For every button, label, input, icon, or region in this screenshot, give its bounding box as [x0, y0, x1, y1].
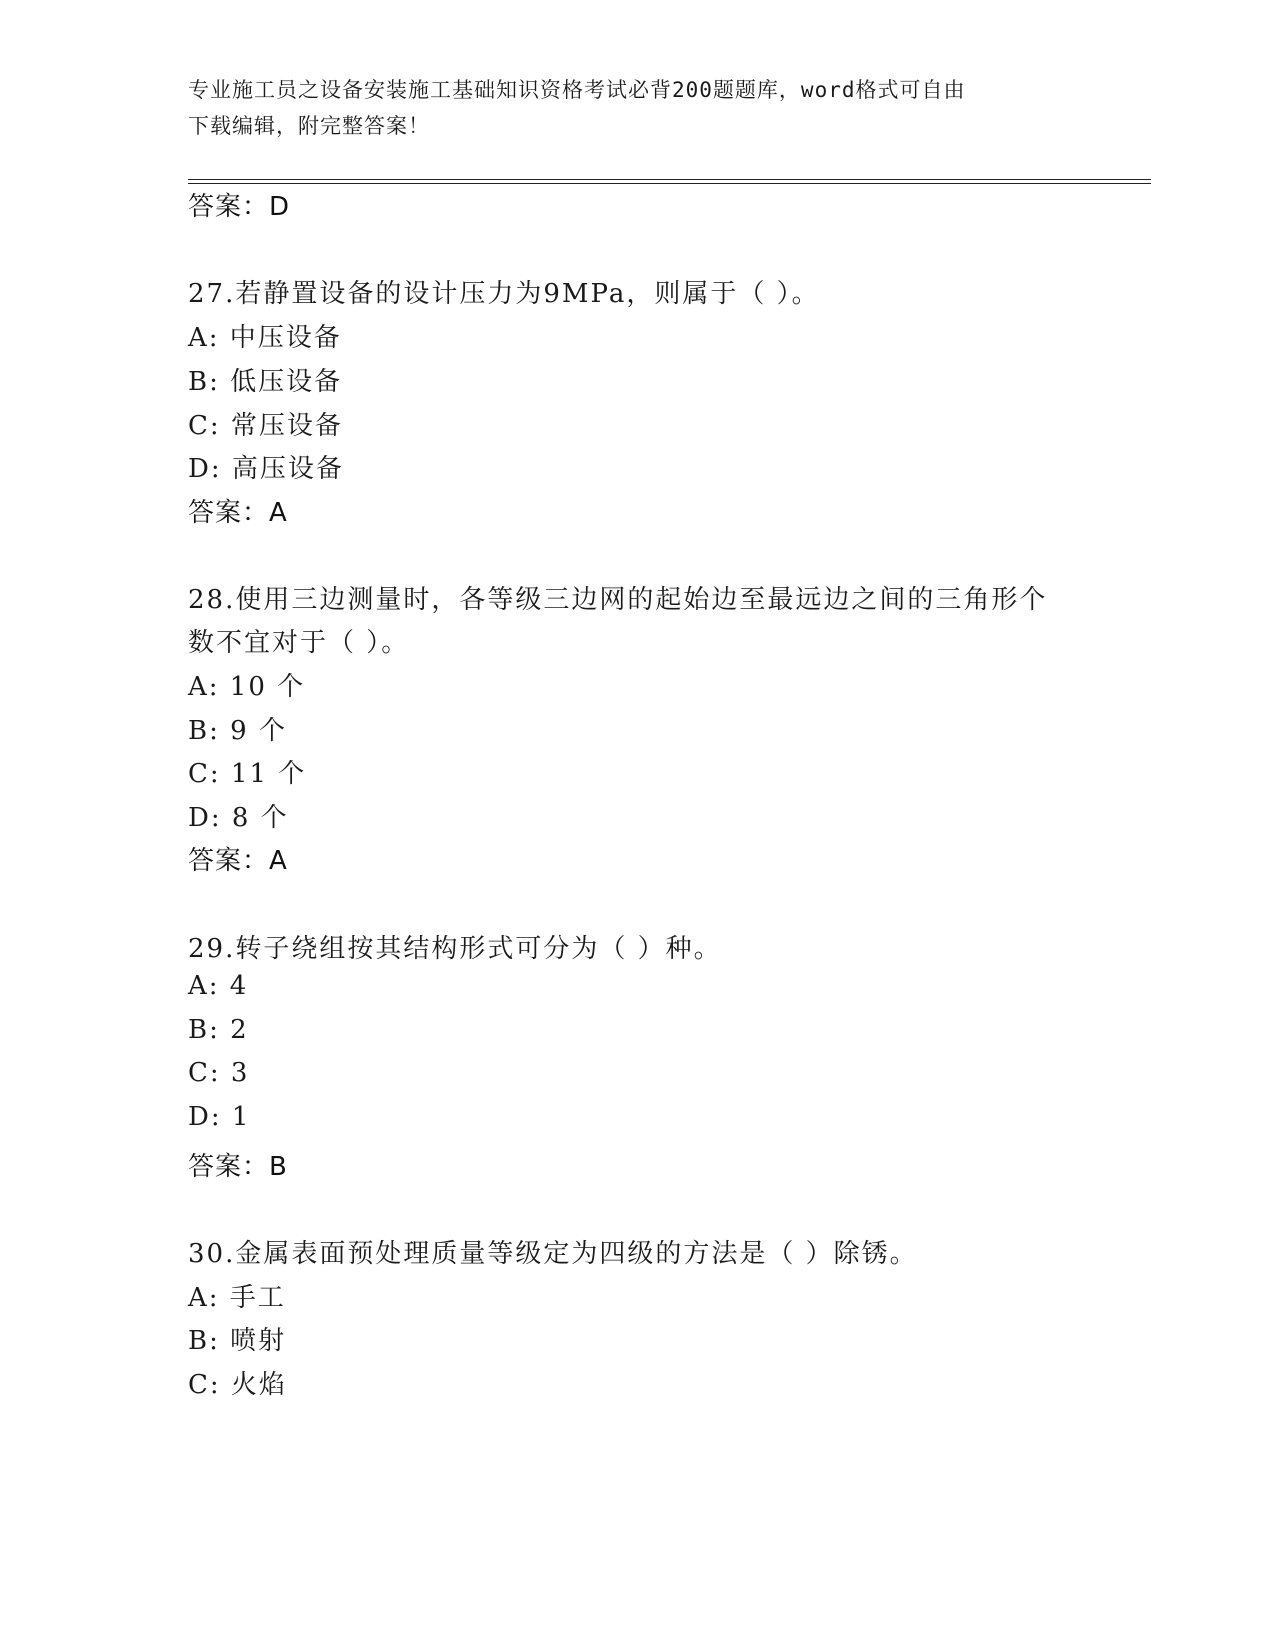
header-line-2: 下载编辑，附完整答案！	[188, 114, 430, 138]
question-29-text: 29.转子绕组按其结构形式可分为（ ）种。	[188, 934, 722, 964]
answer-line: 答案：D	[188, 192, 291, 222]
answer-line: 答案：A	[188, 846, 288, 876]
option-c: C: 常压设备	[188, 411, 343, 441]
answer-line: 答案：B	[188, 1152, 288, 1182]
answer-line: 答案：A	[188, 498, 288, 528]
option-c: C: 3	[188, 1058, 250, 1088]
option-d: D: 8 个	[188, 803, 289, 833]
option-d: D: 1	[188, 1102, 251, 1132]
question-27-text: 27.若静置设备的设计压力为9MPa，则属于（ ）。	[188, 279, 820, 309]
option-a: A: 中压设备	[188, 323, 342, 353]
option-c: C: 11 个	[188, 759, 307, 789]
question-28-text: 28.使用三边测量时，各等级三边网的起始边至最远边之间的三角形个	[188, 585, 1048, 615]
header-divider-bottom	[188, 183, 1151, 184]
option-b: B: 喷射	[188, 1326, 287, 1356]
option-d: D: 高压设备	[188, 454, 344, 484]
question-28-text-cont: 数不宜对于（ ）。	[188, 628, 410, 658]
option-a: A: 4	[188, 971, 249, 1001]
option-a: A: 手工	[188, 1283, 286, 1313]
option-b: B: 9 个	[188, 716, 287, 746]
header-divider-top	[188, 179, 1151, 180]
question-30-text: 30.金属表面预处理质量等级定为四级的方法是（ ）除锈。	[188, 1239, 918, 1269]
option-b: B: 2	[188, 1015, 249, 1045]
option-c: C: 火焰	[188, 1370, 287, 1400]
page-header	[188, 72, 1088, 144]
option-b: B: 低压设备	[188, 367, 343, 397]
option-a: A: 10 个	[188, 672, 306, 702]
header-line-1: 专业施工员之设备安装施工基础知识资格考试必背200题题库，word格式可自由	[188, 78, 966, 102]
